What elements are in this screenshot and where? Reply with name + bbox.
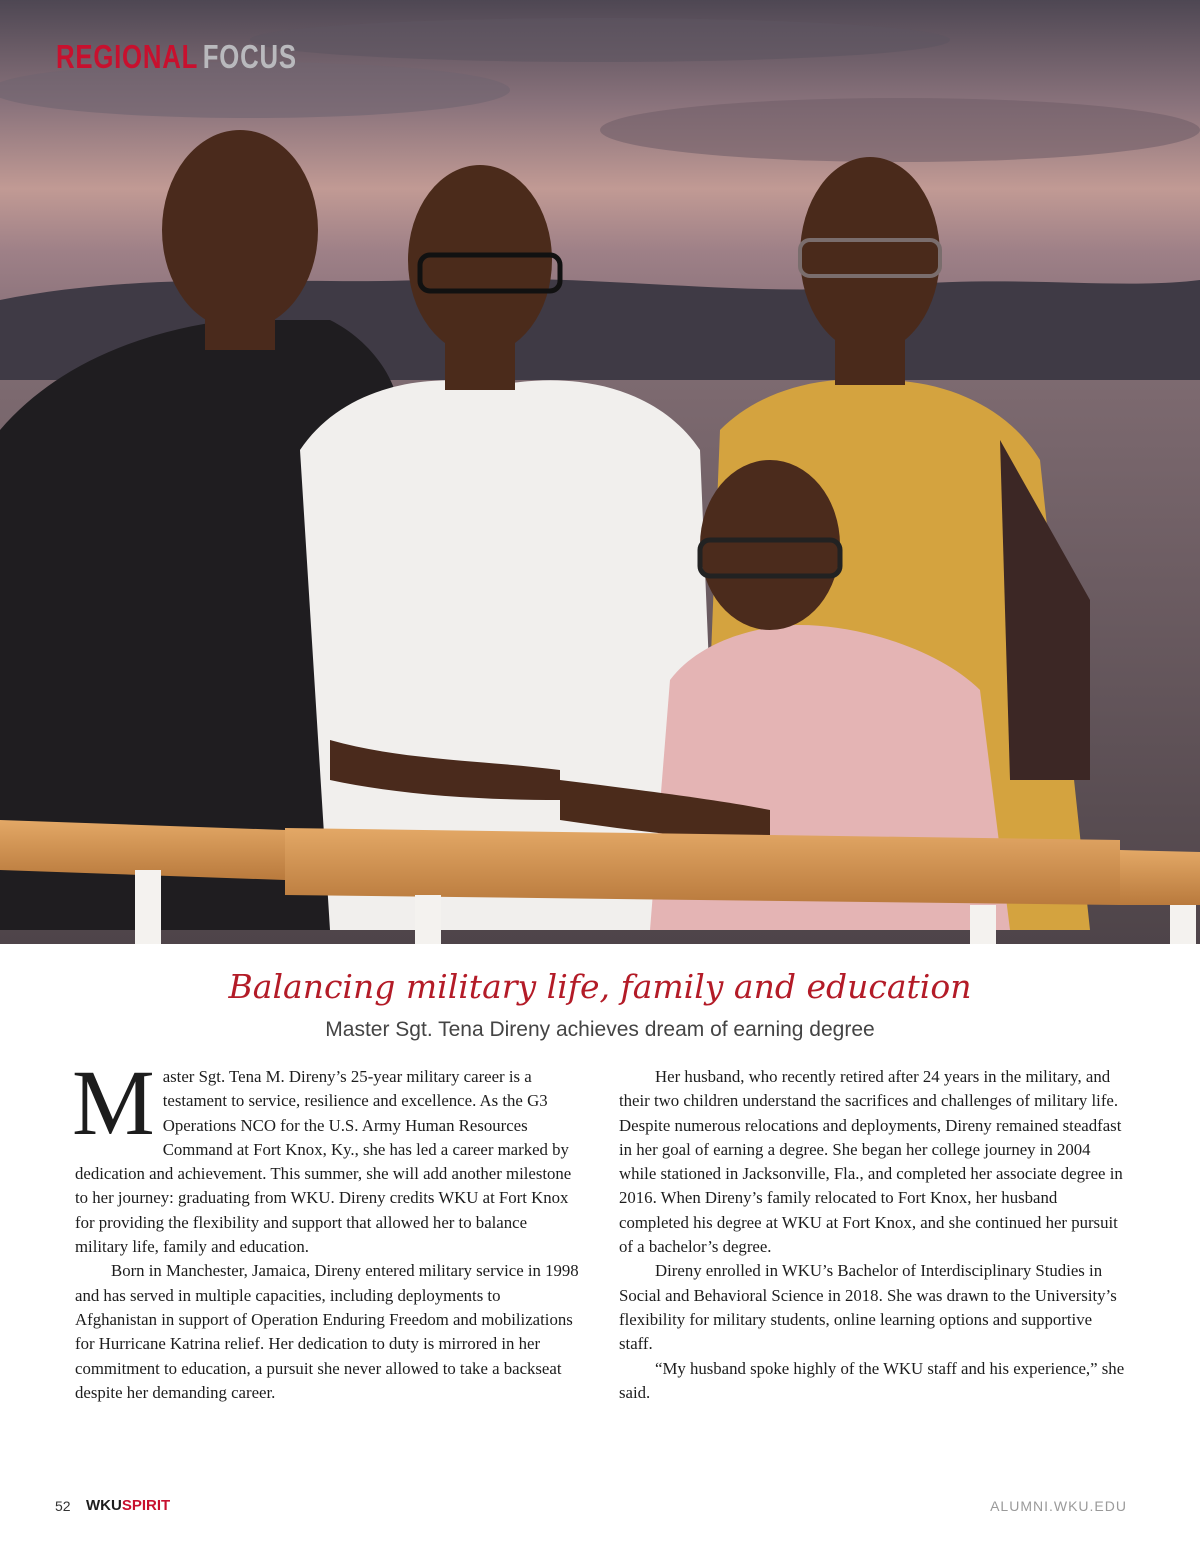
paragraph [72, 1052, 581, 1259]
section-label-focus: FOCUS [202, 38, 297, 75]
article-headline: Balancing military life, family and education [228, 967, 972, 1006]
article-column-left [72, 1052, 581, 1405]
magazine-brand [86, 1497, 170, 1514]
paragraph: “My husband spoke highly of the WKU staff and his experience,” she said. [619, 1358, 1125, 1402]
article-column-right [619, 1065, 1127, 1405]
brand-wku: WKU [86, 1497, 122, 1514]
brand-spirit: SPIRIT [121, 1497, 171, 1514]
drop-cap: M [72, 1052, 155, 1155]
section-label-regional: REGIONAL [56, 38, 199, 75]
paragraph-text: aster Sgt. Tena M. Direny’s 25-year military career is a testament to service, resilience and excellence. As the G3 Operations NCO for the U.S. Army Human Resources Command at Fort Knox, Ky., she has led a career marked by dedication and achievement. This summer, she will add another milestone to her journey: graduating from WKU. Direny credits WKU at Fort Knox for providing the flexibility and support that allowed her to balance military life, family and education. [75, 1067, 572, 1257]
page-number: 52 [55, 1498, 71, 1514]
paragraph: Her husband, who recently retired after 24 years in the military, and their two children understand the sacrifices and challenges of military life. Despite numerous relocations and deployments, Direny remained steadfast in her goal of earning a degree. She began her college journey in 2004 while stationed in Jacksonville, Fla., and completed her associate degree in 2016. When Direny’s family relocated to Fort Knox, her husband completed his degree at WKU at Fort Knox, and she continued her pursuit of a bachelor’s degree. [619, 1067, 1123, 1257]
paragraph: Direny enrolled in WKU’s Bachelor of Interdisciplinary Studies in Social and Behavioral Science in 2018. She was drawn to the University’s flexibility for military students, online learning options and supportive staff. [619, 1261, 1117, 1354]
section-label [56, 38, 297, 76]
article-subhead: Master Sgt. Tena Direny achieves dream of earning degree [325, 1018, 875, 1041]
footer-url[interactable]: ALUMNI.WKU.EDU [990, 1498, 1127, 1514]
paragraph: Born in Manchester, Jamaica, Direny entered military service in 1998 and has served in multiple capacities, including deployments to Afghanistan in support of Operation Enduring Freedom and mobilizations for Hurricane Katrina relief. Her dedication to duty is mirrored in her commitment to education, a pursuit she never allowed to take a backseat despite her demanding career. [75, 1261, 579, 1402]
